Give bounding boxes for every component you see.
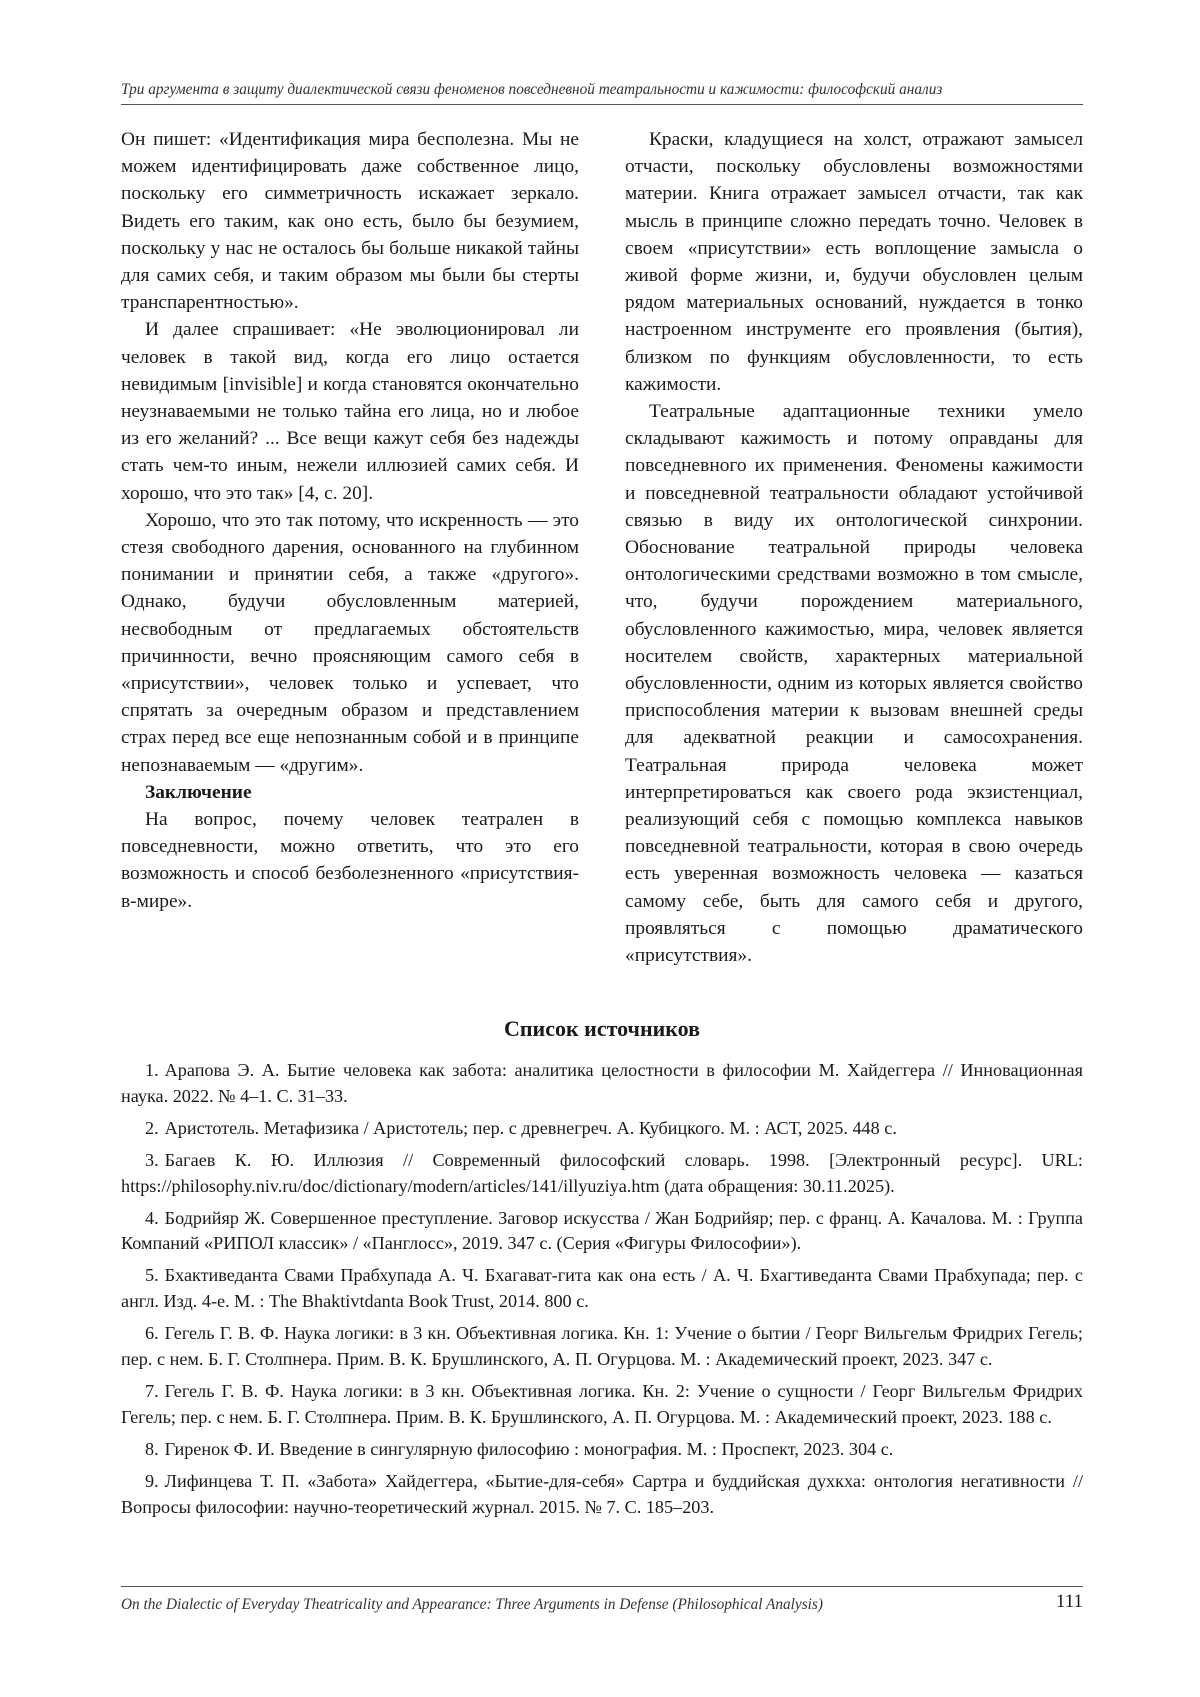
reference-item bbox=[121, 1058, 1083, 1110]
references-title: Список источников bbox=[503, 1016, 701, 1041]
footer-rule bbox=[121, 1586, 1083, 1587]
reference-item bbox=[121, 1148, 1083, 1200]
reference-number: 2. bbox=[145, 1117, 159, 1138]
reference-item bbox=[121, 1263, 1083, 1315]
reference-number: 3. bbox=[145, 1149, 159, 1170]
reference-item bbox=[121, 1379, 1083, 1431]
reference-item bbox=[121, 1437, 1083, 1463]
references-list bbox=[121, 1058, 1083, 1527]
right-column bbox=[625, 126, 1083, 969]
header-rule bbox=[121, 104, 1083, 105]
reference-text: Аристотель. Метафизика / Аристотель; пер. с древнегреч. А. Кубицкого. М. : АСТ, 2025. 448 с. bbox=[164, 1117, 897, 1138]
reference-number: 7. bbox=[145, 1380, 159, 1401]
reference-text: Арапова Э. А. Бытие человека как забота: аналитика целостности в философии М. Хайдеггера // Инновационная наука. 2022. № 4–1. С. 31–33. bbox=[121, 1060, 1083, 1106]
reference-text: Лифинцева Т. П. «Забота» Хайдеггера, «Бытие-для-себя» Сартра и буддийская духкха: онтология негативности // Вопросы философии: научно-теоретический журнал. 2015. № 7. С. 185–203. bbox=[121, 1470, 1083, 1517]
paragraph: Он пишет: «Идентификация мира бесполезна. Мы не можем идентифицировать даже собственное лицо, поскольку его симметричность искажает зеркало. Видеть его таким, как оно есть, было бы безумием, поскольку у нас не осталось бы больше никакой тайны для самих себя, и таким образом мы были бы стерты транспарентностью». bbox=[121, 129, 579, 314]
paragraph: Театральные адаптационные техники умело складывают кажимость и потому оправданы для повседневного их применения. Феномены кажимости и повседневной театральности обладают устойчивой связью в виду их онтологической синхронии. Обоснование театральной природы человека онтологическими средствами возможно в том смысле, что, будучи порождением материального, обусловленного кажимостью, мира, человек является носителем свойств, характерных материальной обусловленности, одним из которых является свойство приспособления материи к вызовам внешней среды для адекватной реакции и самосохранения. Театральная природа человека может интерпретироваться как своего рода экзистенциал, реализующий себя с помощью комплекса навыков повседневной театральности, которая в свою очередь есть уверенная возможность человека — казаться самому себе, быть для самого себя и другого, проявляться с помощью драматического «присутствия». bbox=[625, 401, 1083, 967]
conclusion-heading: Заключение bbox=[145, 781, 252, 803]
reference-text: Гегель Г. В. Ф. Наука логики: в 3 кн. Объективная логика. Кн. 1: Учение о бытии / Георг Вильгельм Фридрих Гегель; пер. с нем. Б. Г. Столпнера. Прим. В. К. Брушлинского, А. П. Огурцова. М. : Академический проект, 2023. 347 с. bbox=[121, 1323, 1083, 1370]
reference-number: 6. bbox=[145, 1323, 159, 1344]
paragraph: На вопрос, почему человек театрален в повседневности, можно ответить, что это его возможность и способ безболезненного «присутствия-в-мире». bbox=[121, 809, 579, 912]
page-number: 111 bbox=[1055, 1591, 1083, 1612]
reference-number: 1. bbox=[145, 1060, 159, 1080]
reference-text: Гегель Г. В. Ф. Наука логики: в 3 кн. Объективная логика. Кн. 2: Учение о сущности / Георг Вильгельм Фридрих Гегель; пер. с нем. Б. Г. Столпнера. Прим. В. К. Брушлинского, А. П. Огурцова. М. : Академический проект, 2023. 188 с. bbox=[121, 1380, 1083, 1427]
reference-item bbox=[121, 1469, 1083, 1521]
reference-number: 5. bbox=[145, 1265, 159, 1286]
running-footer: On the Dialectic of Everyday Theatricality and Appearance: Three Arguments in Defense (Philosophical Analysis) bbox=[121, 1596, 823, 1613]
reference-item bbox=[121, 1116, 1083, 1142]
reference-text: Бодрийяр Ж. Совершенное преступление. Заговор искусства / Жан Бодрийяр; пер. с франц. А. Качалова. М. : Группа Компаний «РИПОЛ классик» / «Панглосс», 2019. 347 с. (Серия «Фигуры Философии»). bbox=[121, 1207, 1083, 1254]
left-column bbox=[121, 126, 579, 915]
reference-item bbox=[121, 1206, 1083, 1258]
reference-text: Бхактиведанта Свами Прабхупада А. Ч. Бхагават-гита как она есть / А. Ч. Бхагтиведанта Свами Прабхупада; пер. с англ. Изд. 4-е. М. : The Bhaktivtdanta Book Trust, 2014. 800 с. bbox=[121, 1265, 1083, 1312]
paragraph: Краски, кладущиеся на холст, отражают замысел отчасти, поскольку обусловлены возможностями материи. Книга отражает замысел отчасти, так как мысль в принципе сложно передать точно. Человек в своем «присутствии» есть воплощение замысла о живой форме жизни, и, будучи обусловлен целым рядом материальных оснований, нуждается в тонко настроенном инструменте его проявления (бытия), близком по функциям обусловленности, то есть кажимости. bbox=[625, 129, 1083, 395]
reference-item bbox=[121, 1321, 1083, 1373]
reference-number: 9. bbox=[145, 1470, 159, 1491]
reference-number: 4. bbox=[145, 1207, 159, 1228]
reference-text: Багаев К. Ю. Иллюзия // Современный философский словарь. 1998. [Электронный ресурс]. URL: https://philosophy.niv.ru/doc/dictionary/modern/articles/141/illyuziya.htm (дата обращения: 30.11.2025). bbox=[121, 1149, 1083, 1196]
reference-text: Гиренок Ф. И. Введение в сингулярную философию : монография. М. : Проспект, 2023. 304 с. bbox=[164, 1438, 894, 1459]
paragraph: Хорошо, что это так потому, что искренность — это стезя свободного дарения, основанного на глубинном понимании и принятии себя, а также «другого». Однако, будучи обусловленным материей, несвободным от предлагаемых обстоятельств причинности, вечно проясняющим самого себя в «присутствии», человек только и успевает, что спрятать за очередным образом и представлением страх перед все еще непознанным собой и в принципе непознаваемым — «другим». bbox=[121, 509, 579, 776]
reference-number: 8. bbox=[145, 1438, 159, 1459]
paragraph: И далее спрашивает: «Не эволюционировал ли человек в такой вид, когда его лицо остается невидимым [invisible] и когда становятся окончательно неузнаваемыми не только тайна его лица, но и любое из его желаний? ... Все вещи кажут себя без надежды стать чем-то иным, нежели иллюзией самих себя. И хорошо, что это так» [4, с. 20]. bbox=[121, 319, 579, 504]
running-header: Три аргумента в защиту диалектической связи феноменов повседневной театральности и кажимости: философский анализ bbox=[121, 81, 943, 98]
